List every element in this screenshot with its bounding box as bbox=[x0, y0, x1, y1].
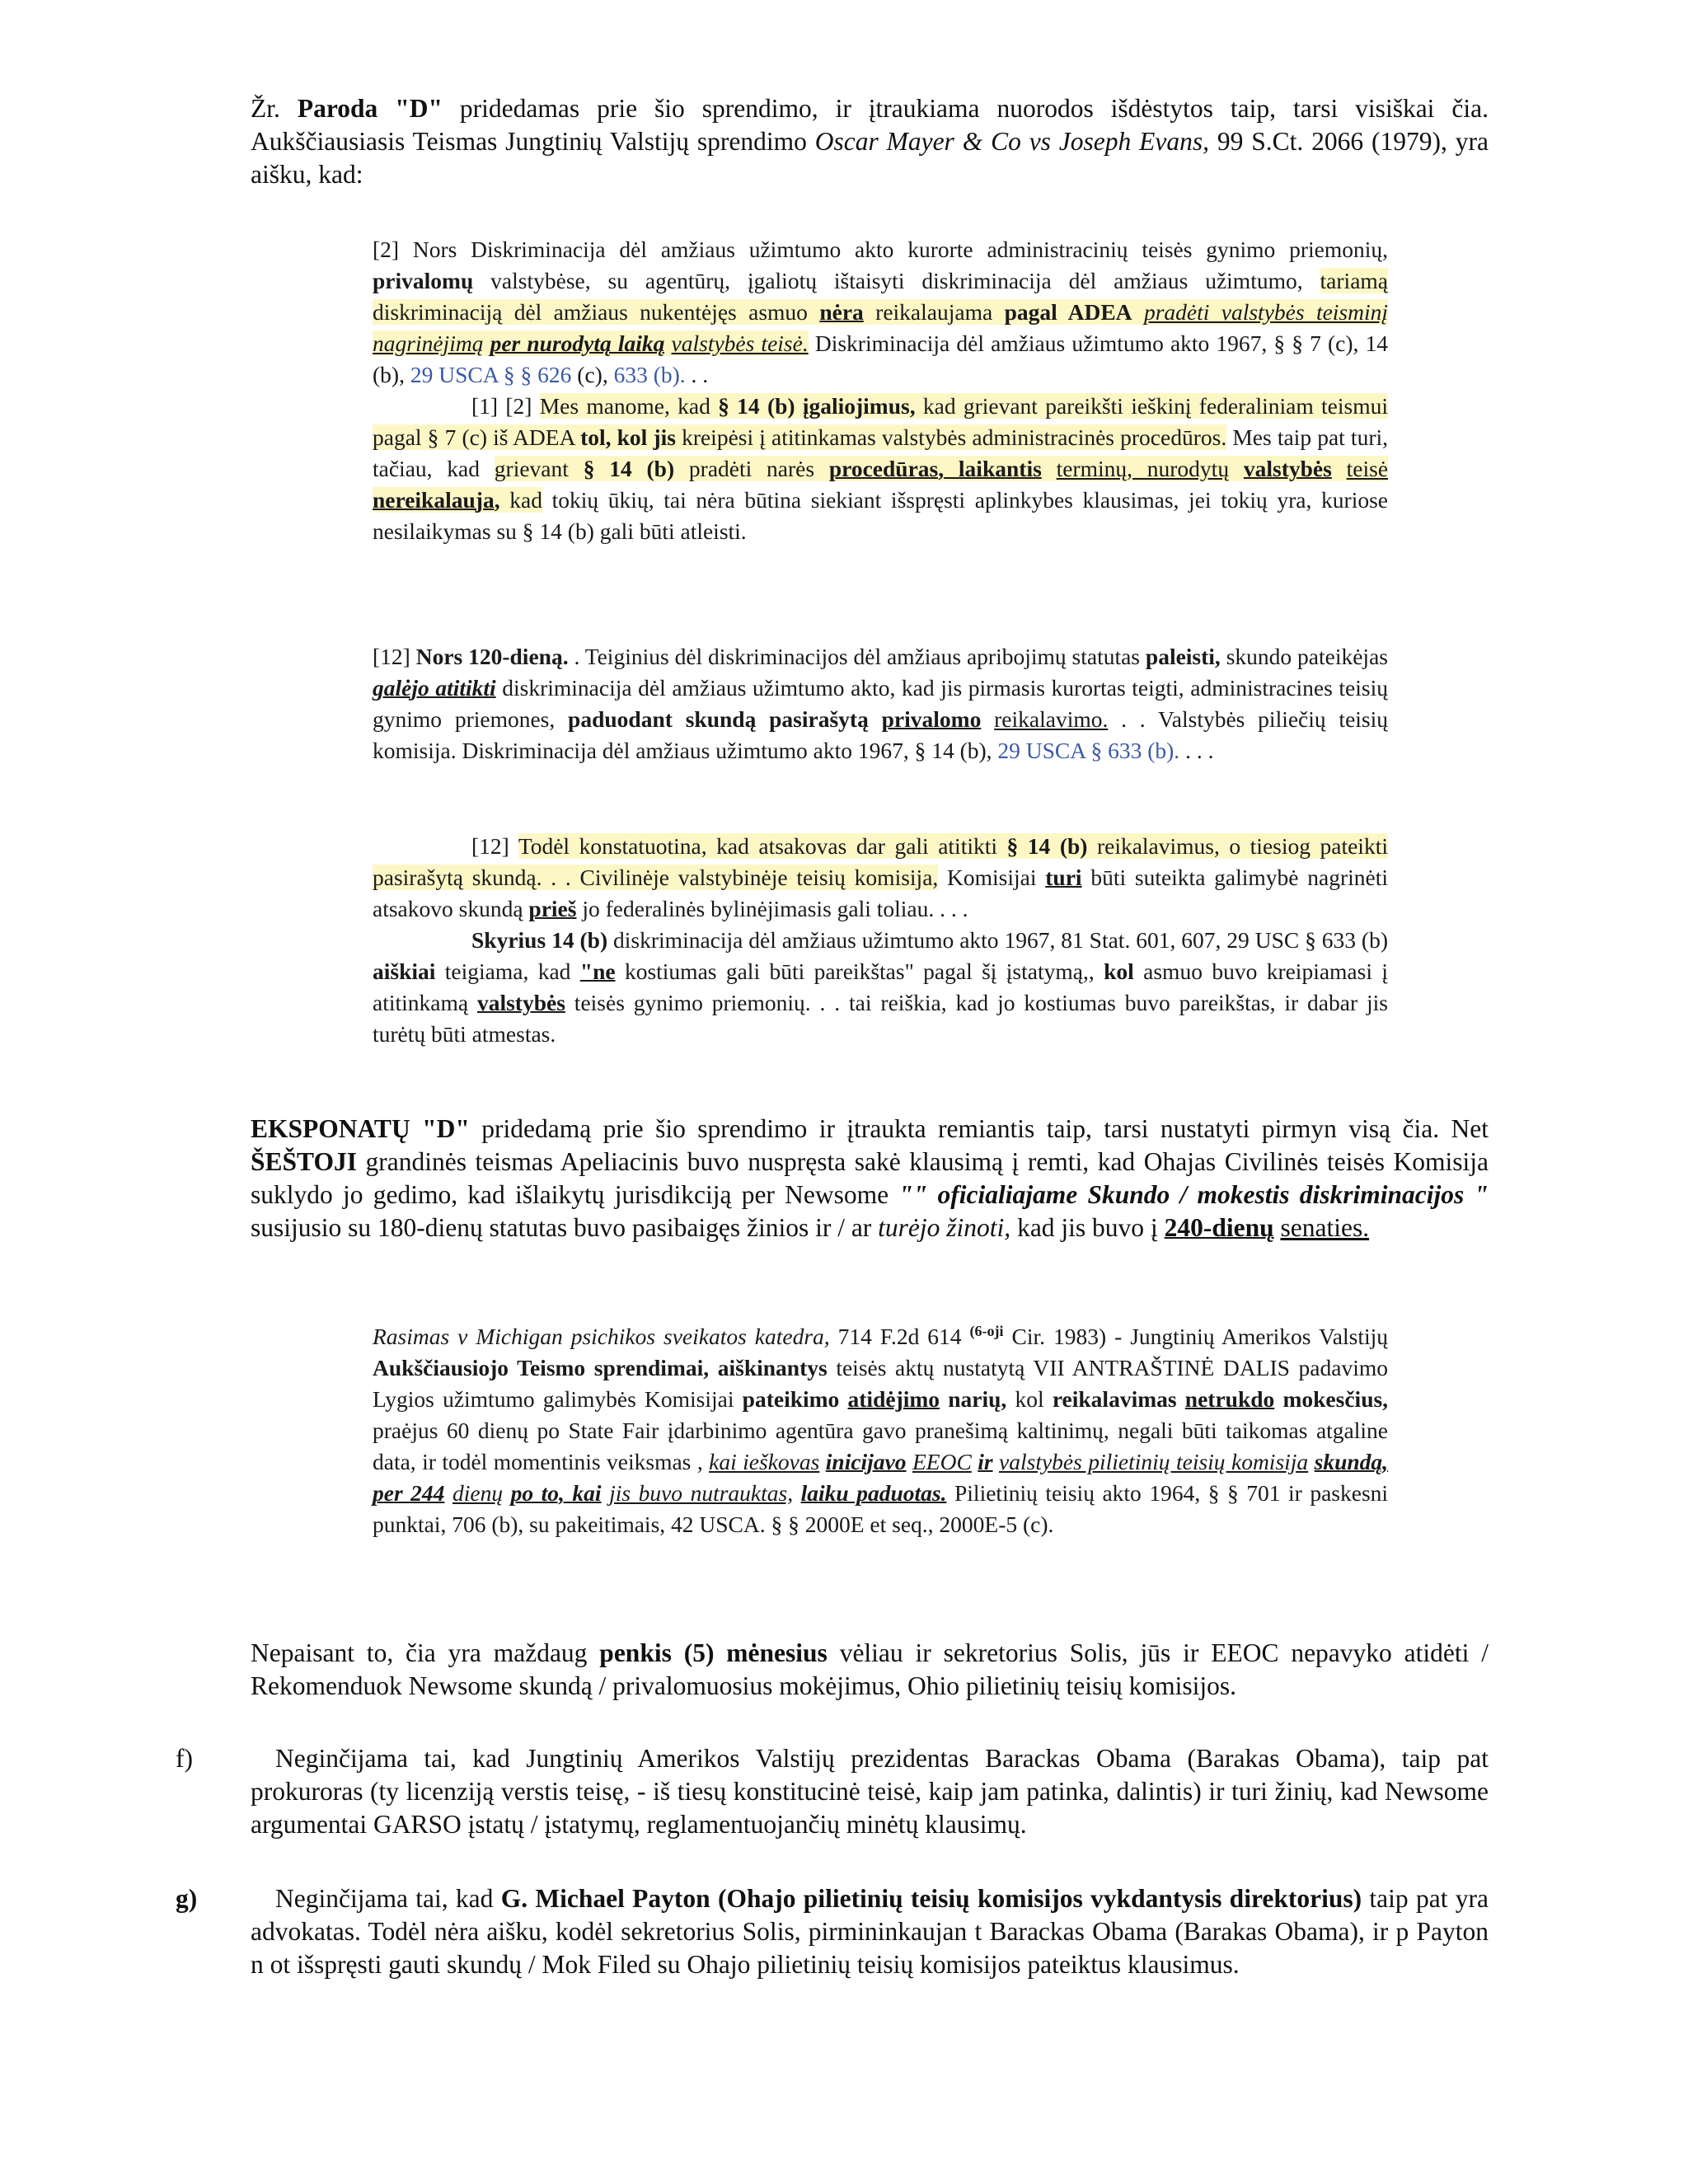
list-marker-g: g) bbox=[176, 1884, 198, 1913]
quote-paragraph bbox=[373, 234, 1388, 391]
text-span: pridedamas prie šio sprendimo, ir įtraukiama nuorodos išdėstytos taip, tarsi visiškai čia. Aukščiausiasis Teismas Jungtinių Valstijų sprendimo bbox=[251, 94, 1489, 156]
bold-underlined-text: turi bbox=[1045, 865, 1082, 890]
text-span bbox=[1042, 456, 1057, 481]
bold-text: EKSPONATŲ "D" bbox=[251, 1114, 470, 1143]
text-span: Neginčijama tai, kad Jungtinių Amerikos Valstijų prezidentas Barackas Obama (Barakas Obama), taip pat prokuroras (ty licenziją verstis teisę, - iš tiesų konstitucinė teisė, kaip jam patinka, dalintis) ir turi žinių, kad Newsome argumentai GARSO įstatų / įstatymų, reglamentuojančių minėtų klausimų. bbox=[251, 1744, 1489, 1839]
bold-text: G. Michael Payton (Ohajo pilietinių teisių komisijos vykdantysis direktorius) bbox=[500, 1884, 1362, 1913]
text-span bbox=[1274, 1386, 1282, 1412]
text-span: valstybėse, su agentūrų, įgaliotų ištaisyti diskriminacija dėl amžiaus užimtumo, bbox=[473, 268, 1320, 293]
bold-highlighted-text: § 14 (b) bbox=[583, 456, 675, 481]
list-item-f bbox=[251, 1742, 1489, 1841]
text-span: . . bbox=[685, 362, 709, 387]
text-span: Diskriminacija dėl amžiaus užimtumo akto 1967, § § 7 (c), 14 (b), bbox=[373, 330, 1389, 387]
bold-italic-underlined-text: inicijavo bbox=[825, 1449, 907, 1475]
bold-text: pateikimo bbox=[742, 1386, 840, 1413]
text-span: vėliau ir sekretorius Solis, jūs ir EEOC nepavyko atidėti / Rekomenduok Newsome skundą / privalomuosius mokėjimus, Ohio pilietinių teisių komisijos. bbox=[251, 1638, 1489, 1700]
text-span: taip pat yra advokatas. Todėl nėra aišku, kodėl sekretorius Solis, pirmininkaujan t Barackas Obama (Barakas Obama), ir p Payton n ot išspręsti gauti skundų / Mok Filed su Ohajo pilietinių teisių komisijos pateiktus klausimus. bbox=[251, 1884, 1489, 1979]
bold-italic-underlined-text: po to, kai bbox=[510, 1480, 602, 1507]
text-span: Nepaisant to, čia yra maždaug bbox=[251, 1638, 600, 1667]
text-span bbox=[793, 1480, 801, 1506]
text-span bbox=[1332, 456, 1347, 481]
highlighted-text: grievant bbox=[494, 456, 584, 481]
bold-text: mokesčius, bbox=[1282, 1386, 1389, 1413]
text-span: jo federalinės bylinėjimasis gali toliau. . . . bbox=[576, 896, 968, 921]
text-span: teigiama, kad bbox=[435, 958, 580, 984]
bold-italic-underlined-text: skundą, per 244 bbox=[373, 1449, 1389, 1507]
bold-highlighted-text: § 14 (b) įgaliojimus, bbox=[718, 393, 916, 419]
text-span: . . Valstybės piliečių teisių komisija. Diskriminacija dėl amžiaus užimtumo akto 1967, § 14 (b), bbox=[373, 706, 1389, 763]
bold-italic-underlined-text: laiku paduotas. bbox=[800, 1480, 947, 1507]
bold-highlighted-text: tol, kol jis bbox=[580, 424, 676, 450]
text-span: teisės aktų nustatytą VII ANTRAŠTINĖ DALIS padavimo Lygios užimtumo galimybės Komisijai bbox=[373, 1355, 1388, 1413]
exhibit-d-paragraph bbox=[251, 1113, 1489, 1244]
text-span bbox=[1132, 299, 1144, 325]
text-span: Cir. 1983) - Jungtinių Amerikos Valstijų bbox=[1003, 1324, 1388, 1350]
statute-link[interactable]: 633 (b). bbox=[613, 362, 686, 387]
intro-paragraph bbox=[251, 92, 1489, 191]
list-item-g bbox=[251, 1882, 1489, 1981]
bold-highlighted-text: pagal ADEA bbox=[1004, 299, 1132, 325]
text-span: (c), bbox=[571, 362, 614, 387]
text-span: asmuo buvo kreipiamasi bbox=[1133, 958, 1382, 984]
block-quote-oscar-mayer bbox=[373, 234, 1388, 547]
highlighted-text: kreipėsi į atitinkamas valstybės administracinės procedūros. bbox=[675, 424, 1227, 450]
text-span: 714 F.2d 614 bbox=[829, 1324, 970, 1350]
bold-highlighted-text: § 14 (b) bbox=[1006, 833, 1088, 859]
italic-underlined-text: kai ieškovas bbox=[709, 1449, 820, 1475]
text-span: Pilietinių teisių akto 1964, § § 701 ir paskesni punktai, 706 (b), su pakeitimais, 42 USCA. § § 2000E et seq., 2000E-5 (c). bbox=[373, 1480, 1389, 1538]
text-span: Neginčijama tai, kad bbox=[275, 1884, 501, 1913]
bold-text: Nors 120-dieną. bbox=[415, 644, 569, 669]
bold-underlined-text: nėra bbox=[819, 299, 864, 325]
bold-underlined-text: "ne bbox=[579, 958, 616, 984]
bold-italic-underlined-text: galėjo atitikti bbox=[373, 675, 496, 701]
text-span bbox=[503, 1480, 511, 1506]
text-span bbox=[1308, 1449, 1314, 1474]
underlined-text: į bbox=[1150, 1213, 1158, 1242]
bold-underlined-text: atidėjimo bbox=[847, 1386, 940, 1413]
italic-underlined-text: valstybės teisė. bbox=[671, 330, 809, 356]
case-citation: Rasimas v Michigan psichikos sveikatos katedra, bbox=[373, 1324, 830, 1350]
text-span: [12] bbox=[373, 644, 416, 669]
underlined-text: senaties. bbox=[1280, 1213, 1370, 1242]
case-citation: Oscar Mayer & Co vs Joseph Evans, bbox=[814, 127, 1210, 156]
text-span bbox=[940, 1386, 948, 1412]
text-span: teisės gynimo priemonių. . . tai reiškia, kad jo kostiumas buvo pareikštas, ir dabar jis turėtų būti atmestas. bbox=[373, 990, 1388, 1047]
bold-underlined-text: procedūras, laikantis bbox=[828, 456, 1042, 481]
text-span bbox=[869, 706, 882, 732]
text-span: . Teiginius dėl diskriminacijos dėl amžiaus apribojimų statutas bbox=[568, 644, 1146, 669]
italic-underlined-text: valstybės pilietinių teisių komisija bbox=[999, 1449, 1309, 1475]
underlined-text: terminų, nurodytų bbox=[1056, 456, 1230, 481]
bold-text: ŠEŠTOJI bbox=[251, 1147, 357, 1176]
statute-link[interactable]: 29 USCA § § 626 bbox=[410, 362, 572, 387]
italic-text: turėjo žinoti, bbox=[878, 1213, 1011, 1242]
bold-underlined-text: privalomo bbox=[881, 706, 982, 732]
superscript: (6-oji bbox=[969, 1323, 1004, 1339]
bold-text: narių, bbox=[948, 1386, 1007, 1413]
highlighted-text: reikalavimus, o tiesiog pateikti pasirašytą skundą. . . Civilinėje valstybinėje teisių komisija, bbox=[373, 833, 1388, 890]
text-span: susijusio su 180-dienų statutas buvo pasibaigęs žinios ir / ar bbox=[251, 1213, 879, 1242]
bold-text: Skyrius 14 (b) bbox=[471, 927, 608, 953]
highlighted-text: kad bbox=[499, 487, 542, 513]
text-span bbox=[839, 1386, 847, 1412]
five-months-paragraph bbox=[251, 1637, 1489, 1703]
quote-paragraph bbox=[373, 391, 1388, 547]
text-span: diskriminacija dėl amžiaus užimtumo akto, kad jis pirmasis kurortas teigti, administracines teisių gynimo priemones, bbox=[373, 675, 1388, 732]
block-quote-rasimas bbox=[373, 1315, 1388, 1540]
text-span bbox=[1158, 1213, 1165, 1242]
bold-text: kol bbox=[1104, 958, 1134, 984]
text-span bbox=[1229, 456, 1244, 481]
text-span: . . . bbox=[1179, 738, 1214, 763]
underlined-text: į bbox=[1381, 958, 1388, 984]
bold-italic-underlined-text: ir bbox=[978, 1449, 993, 1475]
text-span: [2] Nors Diskriminacija dėl amžiaus užimtumo akto kurorte administracinių teisės gynimo priemonių, bbox=[373, 237, 1388, 262]
list-marker-f: f) bbox=[176, 1744, 193, 1773]
quote-paragraph bbox=[373, 831, 1388, 925]
underlined-text: teisė bbox=[1346, 456, 1389, 481]
text-span: [12] bbox=[471, 833, 518, 859]
exhibit-reference: Paroda "D" bbox=[297, 94, 443, 123]
bold-underlined-text: nereikalauja, bbox=[373, 487, 500, 513]
bold-text: privalomų bbox=[373, 268, 474, 293]
text-span: kostiumas gali būti pareikštas" pagal šį įstatymą,, bbox=[615, 958, 1104, 984]
highlighted-text: tariamą diskriminaciją dėl amžiaus nukentėjęs asmuo bbox=[373, 268, 1388, 325]
bold-italic-underlined-text: per nurodytą laiką bbox=[490, 330, 665, 356]
text-span: praėjus 60 dienų po State Fair įdarbinimo agentūra gavo pranešimą kaltinimų, negali būti taikomas atgaline data, ir todėl momentinis veiksmas , bbox=[373, 1418, 1388, 1475]
text-span bbox=[907, 1449, 912, 1474]
text-span: Žr. bbox=[251, 94, 298, 123]
text-span: Komisijai bbox=[938, 865, 1046, 890]
highlighted-text: Todėl konstatuotina, kad atsakovas dar gali atitikti bbox=[518, 833, 1007, 859]
text-span bbox=[483, 330, 490, 356]
bold-text: penkis (5) mėnesius bbox=[599, 1638, 828, 1667]
block-quote-120-days bbox=[373, 641, 1388, 766]
bold-italic-text: "" oficialiajame Skundo / mokestis diskriminacijos " bbox=[898, 1180, 1489, 1209]
italic-underlined-text: jis buvo nutrauktas, bbox=[609, 1480, 794, 1507]
highlighted-text: pradėti narės bbox=[674, 456, 829, 481]
bold-text: paleisti, bbox=[1145, 644, 1221, 669]
bold-underlined-text: netrukdo bbox=[1184, 1386, 1275, 1413]
bold-underlined-text: valstybės bbox=[1243, 456, 1332, 481]
italic-underlined-text: pradėti valstybės teisminį nagrinėjimą bbox=[373, 299, 1389, 356]
text-span: 99 S.Ct. 2066 (1979), yra aišku, kad: bbox=[251, 127, 1489, 189]
text-span bbox=[444, 1480, 452, 1506]
bold-text: aiškiai bbox=[373, 958, 436, 984]
text-span bbox=[602, 1480, 610, 1506]
highlighted-text: Mes manome, kad bbox=[539, 393, 719, 419]
text-span bbox=[819, 1449, 825, 1474]
statute-link[interactable]: 29 USCA § 633 (b). bbox=[997, 738, 1180, 763]
text-span: kad jis buvo bbox=[1010, 1213, 1151, 1242]
bold-underlined-text: valstybės bbox=[476, 990, 565, 1015]
text-span: atitinkamą bbox=[373, 990, 477, 1015]
text-span: pridedamą prie šio sprendimo ir įtraukta remiantis taip, tarsi nustatyti pirmyn visą čia. Net bbox=[469, 1114, 1489, 1143]
block-quote-section-14b bbox=[373, 831, 1388, 1050]
bold-text: reikalavimas bbox=[1052, 1386, 1177, 1413]
text-span: tokių ūkių, tai nėra būtina siekiant išspręsti aplinkybes klausimas, jei tokių yra, kuriose nesilaikymas su § 14 (b) gali būti atleisti. bbox=[373, 487, 1388, 544]
italic-underlined-text: dienų bbox=[452, 1480, 504, 1507]
italic-underlined-text: EEOC bbox=[912, 1449, 972, 1475]
text-span bbox=[1177, 1386, 1185, 1412]
highlighted-text: reikalaujama bbox=[863, 299, 1005, 325]
bold-text: Aukščiausiojo Teismo sprendimai, aiškinantys bbox=[373, 1355, 828, 1381]
highlighted-text: kad grievant pareikšti ieškinį federaliniam teismui pagal § 7 (c) iš ADEA bbox=[373, 393, 1388, 450]
quote-paragraph bbox=[373, 925, 1388, 1050]
text-span bbox=[993, 1449, 999, 1474]
text-span: Mes taip pat turi, tačiau, kad bbox=[373, 424, 1388, 481]
text-span: kol bbox=[1006, 1386, 1053, 1413]
text-span bbox=[664, 330, 671, 356]
text-span: skundo pateikėjas bbox=[1220, 644, 1388, 669]
text-span: būti suteikta galimybė nagrinėti atsakovo skundą bbox=[373, 865, 1388, 921]
text-span: [1] [2] bbox=[471, 393, 540, 419]
bold-underlined-text: prieš bbox=[528, 896, 577, 921]
bold-text: paduodant skundą pasirašytą bbox=[568, 706, 869, 732]
text-span: grandinės teismas Apeliacinis buvo nuspręsta sakė klausimą į remti, kad Ohajas Civilinės teisės Komisija suklydo jo gedimo, kad išlaikytų jurisdikciją per Newsome bbox=[251, 1147, 1489, 1209]
text-span bbox=[981, 706, 994, 732]
bold-underlined-text: 240-dienų bbox=[1164, 1213, 1274, 1242]
underlined-text: reikalavimo. bbox=[994, 706, 1109, 732]
text-span: diskriminacija dėl amžiaus užimtumo akto 1967, 81 Stat. 601, 607, 29 USC § 633 (b) bbox=[607, 927, 1388, 953]
